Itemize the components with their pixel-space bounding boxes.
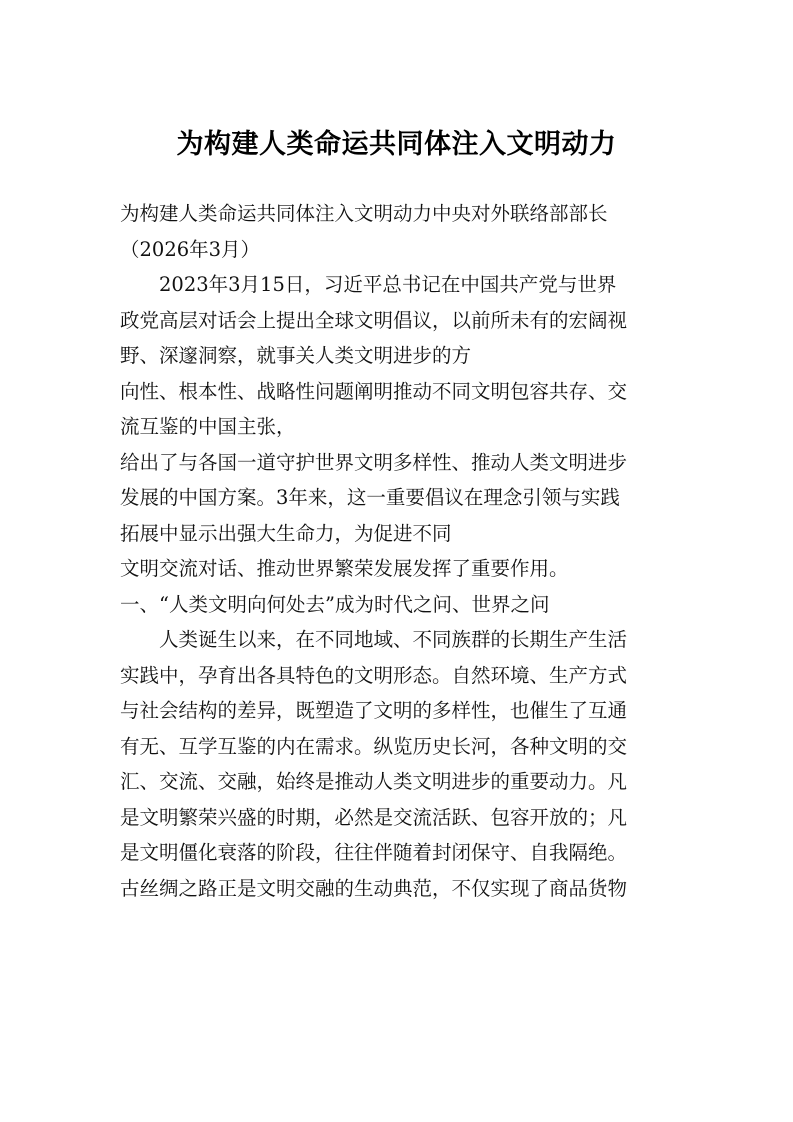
paragraph-line: 是文明僵化衰落的阶段，往往伴随着封闭保守、自我隔绝。 xyxy=(120,841,628,864)
paragraph-line: 流互鉴的中国主张， xyxy=(120,415,296,438)
paragraph-line: 2023年3月15日，习近平总书记在中国共产党与世界 xyxy=(159,273,617,296)
document-title: 为构建人类命运共同体注入文明动力 xyxy=(176,129,617,160)
paragraph-line: 野、深邃洞察，就事关人类文明进步的方 xyxy=(120,344,472,367)
paragraph-line: 政党高层对话会上提出全球文明倡议，以前所未有的宏阔视 xyxy=(120,308,628,332)
paragraph-line: 向性、根本性、战略性问题阐明推动不同文明包容共存、交 xyxy=(120,379,628,403)
paragraph-line: 文明交流对话、推动世界繁荣发展发挥了重要作用。 xyxy=(120,557,569,580)
byline: 为构建人类命运共同体注入文明动力中央对外联络部部长 xyxy=(120,202,608,225)
date-line: （2026年3月） xyxy=(120,237,261,261)
paragraph-line: 古丝绸之路正是文明交融的生动典范，不仅实现了商品货物 xyxy=(120,876,628,900)
paragraph-line: 发展的中国方案。3年来，这一重要倡议在理念引领与实践 xyxy=(120,486,620,509)
section-heading: 一、“人类文明向何处去”成为时代之问、世界之问 xyxy=(120,592,550,616)
paragraph-line: 拓展中显示出强大生命力，为促进不同 xyxy=(120,521,452,545)
paragraph-line: 人类诞生以来，在不同地域、不同族群的长期生产生活 xyxy=(159,628,628,651)
paragraph-line: 实践中，孕育出各具特色的文明形态。自然环境、生产方式 xyxy=(120,663,628,687)
document-body xyxy=(120,196,676,906)
paragraph-line: 是文明繁荣兴盛的时期，必然是交流活跃、包容开放的；凡 xyxy=(120,805,628,829)
paragraph-line: 与社会结构的差异，既塑造了文明的多样性，也催生了互通 xyxy=(120,699,628,722)
paragraph-line: 有无、互学互鉴的内在需求。纵览历史长河，各种文明的交 xyxy=(120,734,628,758)
paragraph-line: 给出了与各国一道守护世界文明多样性、推动人类文明进步 xyxy=(120,450,628,474)
paragraph-line: 汇、交流、交融，始终是推动人类文明进步的重要动力。凡 xyxy=(120,770,628,793)
